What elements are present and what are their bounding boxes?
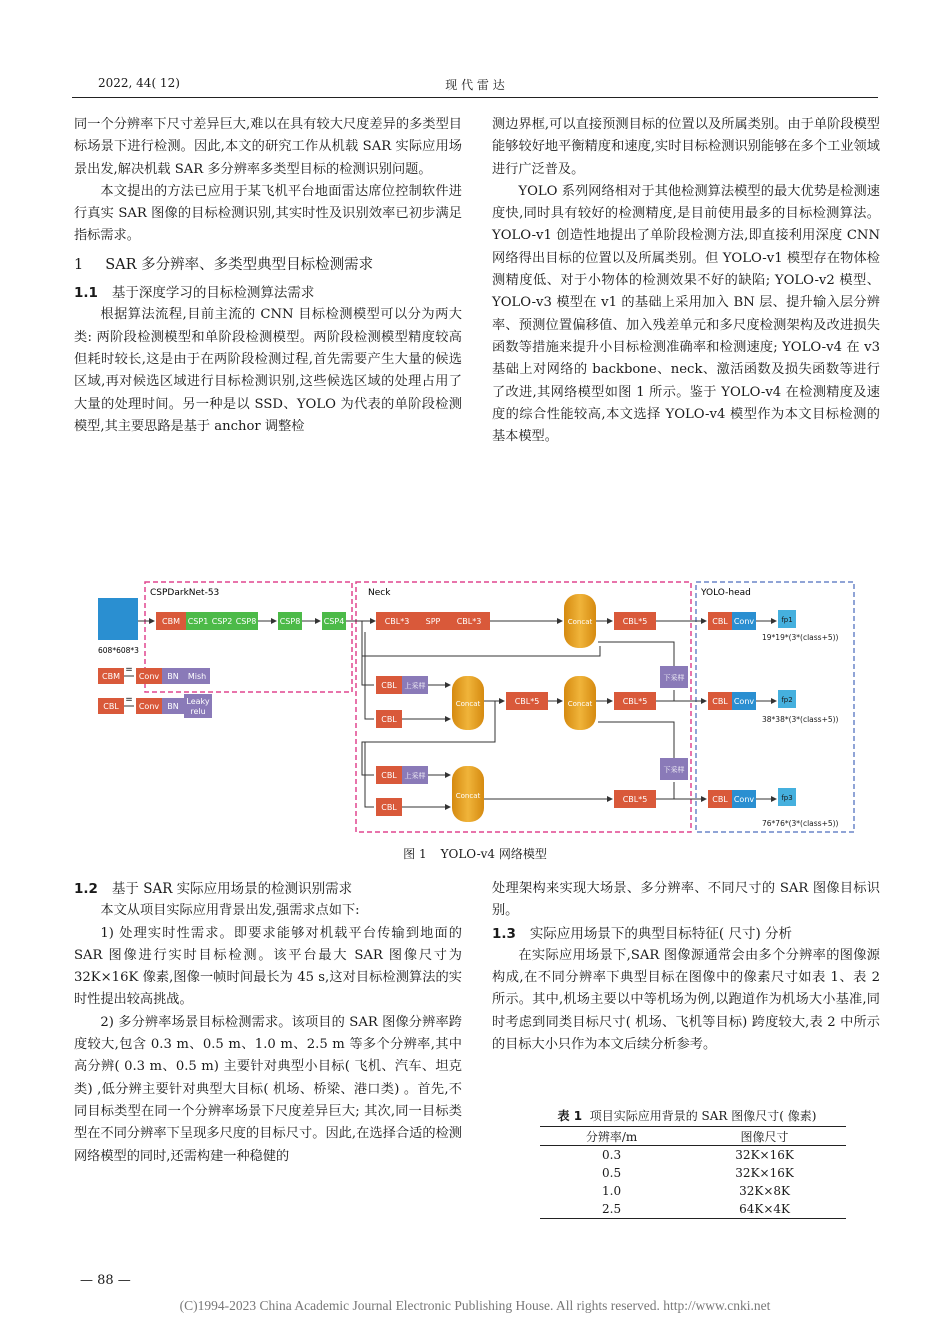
output-fp2-name: fp2 <box>781 696 793 704</box>
paragraph: 本文从项目实际应用背景出发,强需求点如下: <box>100 903 360 919</box>
legend-cbl-bn-label: BN <box>167 702 179 711</box>
left-column-bottom <box>74 878 462 1168</box>
legend-cbl-conv-label: Conv <box>138 702 160 711</box>
concat-mid-left-label: Concat <box>455 700 481 708</box>
concat-bottom-label: Concat <box>455 792 481 800</box>
subsection-number: 1.2 <box>74 881 98 897</box>
legend-leaky-label-2: relu <box>190 707 206 716</box>
figure-caption <box>0 845 950 862</box>
csp8-block-a-label: CSP8 <box>235 617 257 626</box>
paragraph: 2) 多分辨率场景目标检测需求。该项目的 SAR 图像分辨率跨度较大,包含 0.3 m、0.5 m、1.0 m、2.5 m 等多个分辨率,其中高分辨( 0.3 m、0.5 m) 主要针对典型小目标( 飞机、汽车、坦克类) ,低分辨主要针对典型大目标( 机场、桥梁、港口类) 。首先,不同目标类型在同一个分辨率场景下尺度差异巨大; 其次,同一目标类型在不同分辨率下呈现多尺度的目标尺寸。因此,在选择合适的检测网络模型的同时,还需构建一种稳健的 <box>74 1014 462 1164</box>
output-fp1-name: fp1 <box>781 616 793 624</box>
neck-cbl-lat2-label: CBL <box>381 803 397 812</box>
header-journal: 现 代 雷 达 <box>445 78 505 92</box>
downsample-2-label: 下采样 <box>663 766 685 774</box>
paragraph: 同一个分辨率下尺寸差异巨大,难以在具有较大尺度差异的多类型目标场景下进行检测。因此,本文的研究工作从机载 SAR 实际应用场景出发,解决机载 SAR 多分辨率多类型目标的检测识别问题。 <box>74 117 462 177</box>
subsection-number: 1.1 <box>74 285 98 302</box>
paragraph: YOLO 系列网络相对于其他检测算法模型的最大优势是检测速度快,同时具有较好的检测精度,是目前使用最多的目标检测算法。YOLO-v1 创造性地提出了单阶段检测方法,即直接利用深度 CNN 网络得出目标的位置以及所属类别。但 YOLO-v1 模型存在物体检测精度低、对于小物体的检测效果不好的缺陷; YOLO-v2 模型、YOLO-v3 模型在 v1 的基础上采用加入 BN 层、提升输入层分辨率、预测位置偏移值、加入残差单元和多尺度检测架构及改进损失函数等措施来提升小目标检测准确率和检测速度; YOLO-v4 在 v3 基础上对网络的 backbone、neck、激活函数及损失函数等进行了改进,其网络模型如图 1 所示。鉴于 YOLO-v4 在检测精度及速度的综合性能较高,本文选择 YOLO-v4 模型作为本文目标检测的基本模型。 <box>492 183 880 445</box>
table-caption-number: 表 1 <box>557 1109 583 1123</box>
table-header-resolution: 分辨率/m <box>585 1129 638 1144</box>
subsection-heading <box>74 282 462 304</box>
table-cell: 0.5 <box>602 1166 622 1180</box>
neck-cbl5-mid-label: CBL*5 <box>622 697 648 706</box>
table-header-size: 图像尺寸 <box>740 1129 789 1144</box>
paragraph: 本文提出的方法已应用于某飞机平台地面雷达席位控制软件进行真实 SAR 图像的目标检测识别,其实时性及识别效率已初步满足指标需求。 <box>74 183 462 244</box>
legend-cbm-label: CBM <box>102 672 120 681</box>
subsection-heading <box>492 923 880 945</box>
paragraph: 处理架构来实现大场景、多分辨率、不同尺寸的 SAR 图像目标识别。 <box>492 881 880 919</box>
neck-cbl-up1-label: CBL <box>381 681 397 690</box>
neck-spp-label: SPP <box>425 617 441 626</box>
input-image-block <box>98 598 138 640</box>
input-size-label: 608*608*3 <box>98 646 139 655</box>
section-number: 1 <box>74 256 84 273</box>
table-row <box>540 1146 846 1165</box>
head-conv-1-label: Conv <box>733 617 755 626</box>
upsample-1-label: 上采样 <box>404 682 426 690</box>
csp2-block-label: CSP2 <box>211 617 233 626</box>
csp4-block-label: CSP4 <box>323 617 345 626</box>
subsection-title: 基于 SAR 实际应用场景的检测识别需求 <box>111 881 353 897</box>
output-fp1-size: 19*19*(3*(class+5)) <box>762 633 839 642</box>
head-conv-2-label: Conv <box>733 697 755 706</box>
right-column-top <box>492 114 880 448</box>
svg-text:=: = <box>125 695 133 705</box>
output-fp3-size: 76*76*(3*(class+5)) <box>762 819 839 828</box>
neck-cbl5-mid-left-label: CBL*5 <box>514 697 540 706</box>
output-fp3-name: fp3 <box>781 794 793 802</box>
legend-leaky-label-1: Leaky <box>186 697 210 706</box>
paragraph: 测边界框,可以直接预测目标的位置以及所属类别。由于单阶段模型能够较好地平衡精度和速度,实时目标检测识别能够在多个工业领域进行广泛普及。 <box>492 117 880 177</box>
section-heading <box>74 254 462 276</box>
neck-cbl-up2-label: CBL <box>381 771 397 780</box>
table-cell: 32K×16K <box>735 1148 794 1162</box>
cbm-block-label: CBM <box>162 617 180 626</box>
resolution-table <box>540 1126 846 1219</box>
table-cell: 1.0 <box>602 1184 622 1198</box>
head-group-label: YOLO-head <box>701 588 751 598</box>
table-row <box>540 1200 846 1219</box>
subsection-title: 实际应用场景下的典型目标特征( 尺寸) 分析 <box>529 925 793 942</box>
paragraph: 根据算法流程,目前主流的 CNN 目标检测模型可以分为两大类: 两阶段检测模型和单阶段检测模型。两阶段检测模型精度较高但耗时较长,这是由于在两阶段检测过程,首先需要产生大量的候选区域,再对候选区域进行目标检测识别,这些候选区域的处理占用了大量的处理时间。另一种是以 SSD、YOLO 为代表的单阶段检测模型,其主要思路是基于 anchor 调整检 <box>74 307 462 434</box>
header-rule <box>72 97 878 98</box>
table-cell: 32K×8K <box>739 1184 790 1198</box>
neck-cbl5-top-label: CBL*5 <box>622 617 648 626</box>
head-cbl-2-label: CBL <box>712 697 728 706</box>
backbone-group-label: CSPDarkNet-53 <box>150 588 220 598</box>
right-column-bottom <box>492 878 880 1056</box>
neck-cbl3-a-label: CBL*3 <box>384 617 410 626</box>
legend-cbm-bn-label: BN <box>167 672 179 681</box>
legend-mish-label: Mish <box>187 672 207 681</box>
table-row <box>540 1164 846 1182</box>
subsection-heading <box>74 878 462 900</box>
output-fp2-size: 38*38*(3*(class+5)) <box>762 715 839 724</box>
head-cbl-1-label: CBL <box>712 617 728 626</box>
downsample-1-label: 下采样 <box>663 674 685 682</box>
table-cell: 2.5 <box>602 1202 622 1216</box>
csp8-block-b-label: CSP8 <box>279 617 301 626</box>
figure-caption-number: 图 1 <box>403 847 427 861</box>
table-cell: 0.3 <box>602 1148 622 1162</box>
yolo-v4-network-diagram <box>90 572 860 838</box>
subsection-title: 基于深度学习的目标检测算法需求 <box>111 285 315 302</box>
paragraph: 在实际应用场景下,SAR 图像源通常会由多个分辨率的图像源构成,在不同分辨率下典型目标在图像中的像素尺寸如表 1、表 2 所示。其中,机场主要以中等机场为例,以跑道作为机场大小基准,同时考虑到同类目标尺寸( 机场、飞机等目标) 跨度较大,表 2 中所示的目标大小只作为本文后续分析参考。 <box>492 947 880 1053</box>
left-column-top <box>74 114 462 438</box>
concat-top-label: Concat <box>567 618 593 626</box>
legend-cbm-conv-label: Conv <box>138 672 160 681</box>
subsection-number: 1.3 <box>492 925 516 942</box>
table-cell: 32K×16K <box>735 1166 794 1180</box>
svg-text:=: = <box>125 665 133 675</box>
head-cbl-3-label: CBL <box>712 795 728 804</box>
figure-caption-text: YOLO-v4 网络模型 <box>440 847 547 861</box>
csp1-block-label: CSP1 <box>187 617 209 626</box>
neck-cbl3-b-label: CBL*3 <box>456 617 482 626</box>
table-cell: 64K×4K <box>739 1202 790 1216</box>
table-caption <box>492 1107 882 1124</box>
legend-cbl-label: CBL <box>103 702 119 711</box>
section-title: SAR 多分辨率、多类型典型目标检测需求 <box>105 256 374 273</box>
head-conv-3-label: Conv <box>733 795 755 804</box>
paragraph: 1) 处理实时性需求。即要求能够对机载平台传输到地面的 SAR 图像进行实时目标检测。该平台最大 SAR 图像尺寸为 32K×16K 像素,图像一帧时间最长为 45 s,这对目标检测算法的实时性提出较高挑战。 <box>74 925 462 1008</box>
concat-mid-right-label: Concat <box>567 700 593 708</box>
neck-cbl5-bottom-label: CBL*5 <box>622 795 648 804</box>
table-row <box>540 1182 846 1200</box>
neck-cbl-lat1-label: CBL <box>381 715 397 724</box>
header-left: 2022, 44( 12) <box>98 76 180 90</box>
upsample-2-label: 上采样 <box>404 772 426 780</box>
neck-group-label: Neck <box>368 588 391 598</box>
page-number: — 88 — <box>80 1273 131 1288</box>
table-caption-text: 项目实际应用背景的 SAR 图像尺寸( 像素) <box>589 1109 817 1123</box>
copyright-footer: (C)1994-2023 China Academic Journal Electronic Publishing House. All rights reserved. http://www.cnki.net <box>179 1298 771 1313</box>
